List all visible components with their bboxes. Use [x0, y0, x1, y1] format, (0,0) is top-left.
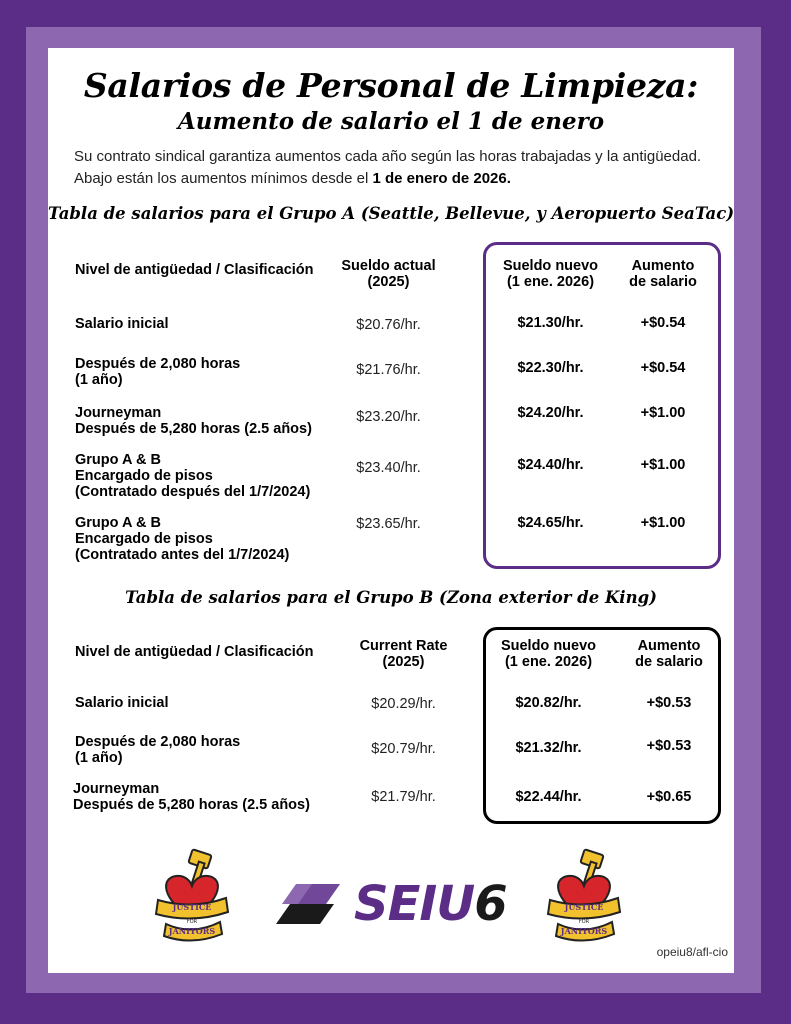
justice-for-janitors-logo-left — [152, 848, 234, 948]
group-a-header-new-line1: Sueldo nuevo — [502, 258, 599, 274]
group-b-row-2-label-line2: (1 año) — [75, 750, 123, 766]
intro-line-1: Su contrato sindical garantiza aumentos cada año según las horas trabajadas y la antigüedad. — [74, 148, 702, 165]
group-a-row-5-label-line1: Grupo A & B — [75, 515, 161, 531]
svg-text:JUSTICE: JUSTICE — [172, 902, 212, 912]
group-a-row-1-new: $21.30/hr. — [517, 315, 584, 331]
group-b-header-new-line1: Sueldo nuevo — [500, 638, 597, 654]
svg-text:FOR: FOR — [578, 919, 590, 925]
heart-badge-icon — [152, 848, 234, 948]
group-b-header-new — [491, 638, 606, 670]
group-a-row-4-increase: +$1.00 — [640, 457, 686, 473]
group-a-header-current — [331, 258, 446, 290]
group-b-heading: Tabla de salarios para el Grupo B (Zona exterior de King) — [125, 588, 657, 607]
group-b-row-2-new: $21.32/hr. — [515, 740, 582, 756]
group-a-row-2-new: $22.30/hr. — [517, 360, 584, 376]
group-a-row-5-label — [75, 515, 289, 563]
group-b-row-2-label-line1: Después de 2,080 horas — [75, 734, 241, 750]
seiu6-wordmark: SEIU6 — [354, 876, 507, 932]
group-a-row-1-label: Salario inicial — [75, 316, 169, 332]
group-a-row-1-increase: +$0.54 — [640, 315, 686, 331]
group-a-row-4-label-line2: Encargado de pisos — [75, 468, 213, 484]
group-a-row-2-label-line2: (1 año) — [75, 372, 123, 388]
group-a-row-5-current: $23.65/hr. — [356, 516, 421, 532]
group-b-header-increase-line1: Aumento — [637, 638, 701, 654]
group-b-header-increase — [624, 638, 714, 670]
group-b-header-level: Nivel de antigüedad / Clasificación — [75, 644, 314, 660]
union-bug-label: opeiu8/afl-cio — [656, 945, 728, 959]
heart-badge-icon — [544, 848, 626, 948]
group-a-row-5-label-line3: (Contratado antes del 1/7/2024) — [75, 547, 290, 563]
intro-line-2-date: 1 de enero de 2026. — [372, 170, 511, 187]
group-a-row-4-label — [75, 452, 310, 500]
page-title: Salarios de Personal de Limpieza: — [83, 66, 699, 105]
group-a-header-new-line2: (1 ene. 2026) — [506, 274, 595, 290]
group-b-row-3-current: $21.79/hr. — [371, 789, 436, 805]
group-b-header-current — [346, 638, 461, 670]
group-b-row-3-label-line2: Después de 5,280 horas (2.5 años) — [73, 797, 310, 813]
group-b-row-1-label: Salario inicial — [75, 695, 169, 711]
group-a-header-current-line2: (2025) — [367, 274, 410, 290]
intro-line-2 — [74, 168, 714, 190]
group-a-row-2-label — [75, 356, 240, 388]
group-b-row-3-label — [73, 781, 310, 813]
group-a-row-4-new: $24.40/hr. — [517, 457, 584, 473]
group-b-header-current-line2: (2025) — [382, 654, 425, 670]
group-b-row-2-increase: +$0.53 — [646, 738, 692, 754]
intro-text — [74, 146, 714, 190]
group-a-header-increase — [618, 258, 708, 290]
group-b-row-1-current: $20.29/hr. — [371, 696, 436, 712]
group-a-heading: Tabla de salarios para el Grupo A (Seattle, Bellevue, y Aeropuerto SeaTac) — [48, 204, 735, 223]
flyer-page — [48, 48, 734, 973]
svg-text:FOR: FOR — [186, 919, 198, 925]
group-b-header-new-line2: (1 ene. 2026) — [504, 654, 593, 670]
group-a-row-3-label — [75, 405, 312, 437]
group-b-row-1-increase: +$0.53 — [646, 695, 692, 711]
group-a-row-4-label-line3: (Contratado después del 1/7/2024) — [75, 484, 311, 500]
group-b-row-1-new: $20.82/hr. — [515, 695, 582, 711]
group-a-header-current-line1: Sueldo actual — [341, 258, 436, 274]
group-a-row-4-label-line1: Grupo A & B — [75, 452, 161, 468]
group-a-row-3-label-line2: Después de 5,280 horas (2.5 años) — [75, 421, 312, 437]
group-a-row-3-new: $24.20/hr. — [517, 405, 584, 421]
page-subtitle: Aumento de salario el 1 de enero — [177, 108, 605, 135]
group-a-header-increase-line1: Aumento — [631, 258, 695, 274]
group-a-header-increase-line2: de salario — [629, 274, 697, 290]
group-b-row-3-label-line1: Journeyman — [73, 781, 160, 797]
group-b-row-2-current: $20.79/hr. — [371, 741, 436, 757]
group-a-row-5-label-line2: Encargado de pisos — [75, 531, 213, 547]
svg-text:JANITORS: JANITORS — [168, 926, 216, 936]
intro-line-2-text: Abajo están los aumentos mínimos desde el — [74, 170, 373, 187]
group-a-row-3-label-line1: Journeyman — [75, 405, 162, 421]
group-a-row-3-current: $23.20/hr. — [356, 409, 421, 425]
group-a-row-4-current: $23.40/hr. — [356, 460, 421, 476]
group-a-header-level: Nivel de antigüedad / Clasificación — [75, 262, 314, 278]
group-a-row-5-increase: +$1.00 — [640, 515, 686, 531]
group-b-row-3-increase: +$0.65 — [646, 789, 692, 805]
group-a-row-1-current: $20.76/hr. — [356, 317, 421, 333]
group-a-row-2-increase: +$0.54 — [640, 360, 686, 376]
seiu6-logo — [276, 878, 511, 934]
group-a-header-new — [493, 258, 608, 290]
group-b-header-increase-line2: de salario — [635, 654, 703, 670]
justice-for-janitors-logo-right — [544, 848, 626, 948]
group-b-header-current-line1: Current Rate — [359, 638, 448, 654]
group-b-row-2-label — [75, 734, 240, 766]
svg-text:JANITORS: JANITORS — [560, 926, 608, 936]
group-a-row-3-increase: +$1.00 — [640, 405, 686, 421]
svg-text:JUSTICE: JUSTICE — [564, 902, 604, 912]
group-a-row-5-new: $24.65/hr. — [517, 515, 584, 531]
group-b-row-3-new: $22.44/hr. — [515, 789, 582, 805]
group-a-row-2-current: $21.76/hr. — [356, 362, 421, 378]
group-a-row-2-label-line1: Después de 2,080 horas — [75, 356, 241, 372]
